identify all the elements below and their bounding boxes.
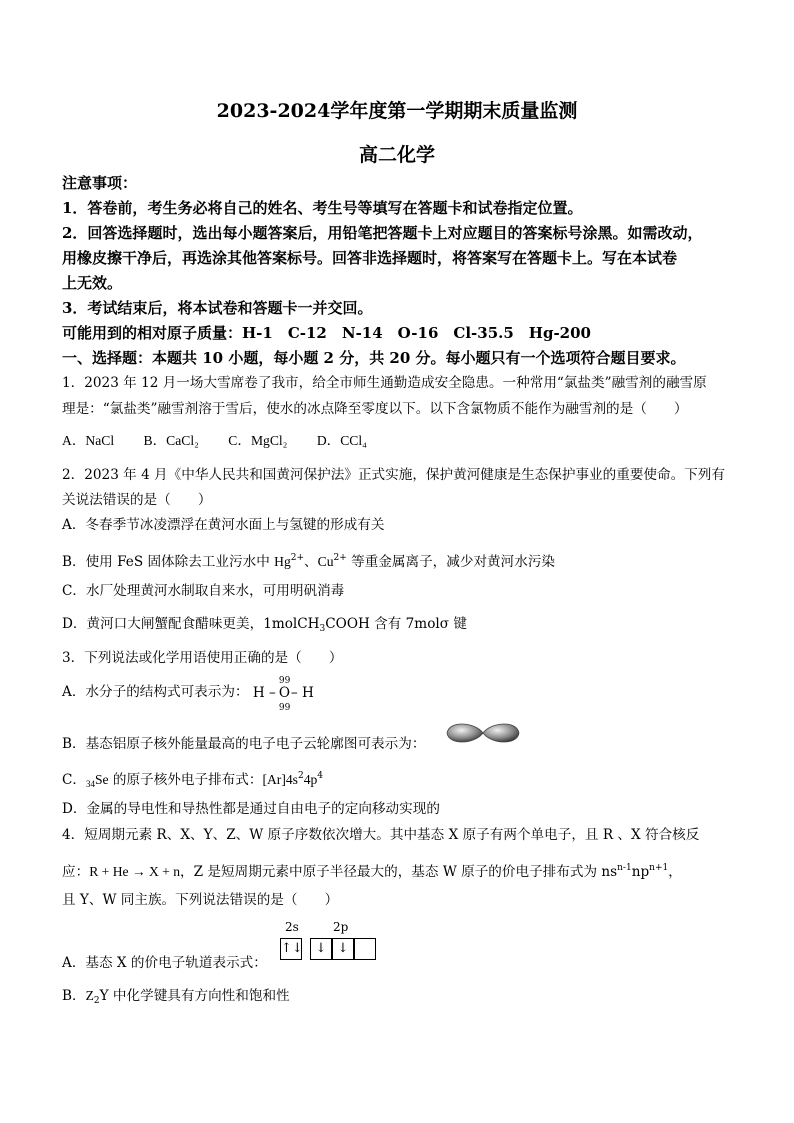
q2-option-d: [62, 615, 467, 638]
q2-option-a: A．冬春季节冰凌漂浮在黄河水面上与氢键的形成有关: [62, 517, 385, 533]
q2-b-hg: Hg: [274, 554, 291, 569]
q3-c-config: [Ar]4s: [262, 772, 298, 787]
q3-option-b: B．基态铝原子核外能量最高的电子电子云轮廓图可表示为：: [62, 736, 426, 752]
q4-option-a: A．基态 X 的价电子轨道表示式：: [62, 955, 267, 971]
q4-option-b: [62, 987, 290, 1010]
q4-b-post: Y 中化学键具有方向性和饱和性: [99, 988, 290, 1004]
q2-d-sub: 3: [319, 624, 326, 634]
water-o: O: [278, 684, 291, 701]
q4-b-pre: B．: [62, 988, 86, 1004]
q1-stem-line1: 1．2023 年 12 月一场大雪席卷了我市，给全市师生通勤造成安全隐患。一种常用“氯盐类”融雪剂的融雪原: [62, 375, 707, 391]
q2-b-pre: B．使用 FeS 固体除去工业污水中: [62, 554, 275, 570]
note-2-line3: 上无效。: [62, 274, 123, 292]
q2-d-post: COOH 含有 7molσ 键: [325, 616, 467, 632]
q4-nuclear-reaction: R + He → X + n: [89, 864, 181, 879]
water-h-right: – H: [290, 684, 314, 701]
note-2-line1: 2．回答选择题时，选出每小题答案后，用铅笔把答题卡上对应题目的答案标号涂黑。如需改动，: [62, 224, 703, 242]
q3-a-text: A．水分子的结构式可表示为：: [62, 684, 249, 700]
orbital-label-2p: 2p: [333, 920, 349, 934]
q4-stem-line2: [62, 859, 682, 881]
orbital-box-2p-2: ↓: [332, 938, 354, 960]
section-1-heading: 一、选择题：本题共 10 小题，每小题 2 分，共 20 分。每小题只有一个选项符合题目要求。: [62, 349, 686, 367]
q3-c-p: 4p: [303, 772, 318, 787]
q3-c-atomic-number: 34: [86, 779, 95, 789]
q2-d-pre: D．黄河口大闸蟹配食醋味更美，1molCH: [62, 616, 320, 632]
water-structural-formula: [252, 675, 323, 713]
exam-subject: 高二化学: [358, 144, 435, 166]
q3-c-pre: C．: [62, 772, 86, 788]
q4-l2-exp1: n-1: [617, 863, 632, 873]
note-3: 3．考试结束后，将本试卷和答题卡一并交回。: [62, 299, 373, 317]
note-1: 1．答卷前，考生务必将自己的姓名、考生号等填写在答题卡和试卷指定位置。: [62, 199, 583, 217]
q4-l2-post: ，Z 是短周期元素中原子半径最大的，基态 W 原子的价电子排布式为 ns: [180, 864, 618, 880]
orbital-label-2s: 2s: [285, 920, 299, 934]
exam-title: 2023-2024学年度第一学期期末质量监测: [216, 100, 578, 122]
q3-option-a: [62, 675, 323, 713]
q1-option-a: A．NaCl: [62, 433, 115, 448]
q3-option-c: [62, 767, 323, 793]
q3-c-mid: 的原子核外电子排布式：: [108, 772, 263, 788]
orbital-box-2s: ↑↓: [280, 938, 302, 960]
orbital-box-2p-1: ↓: [310, 938, 332, 960]
q3-c-symbol: Se: [95, 772, 109, 787]
q4-l2-exp2: n+1: [649, 863, 669, 873]
q4-stem-line1: 4．短周期元素 R、X、Y、Z、W 原子序数依次增大。其中基态 X 原子有两个单电子，且 R 、X 符合核反: [62, 827, 700, 843]
q2-stem-line2: 关说法错误的是（ ）: [62, 492, 212, 508]
q2-b-mid: 、: [304, 554, 318, 570]
q3-c-s-count: 2: [297, 771, 304, 781]
q3-option-d: D．金属的导电性和导热性都是通过自由电子的定向移动实现的: [62, 801, 440, 817]
q4-stem-line3: 且 Y、W 同主族。下列说法错误的是（ ）: [62, 892, 339, 908]
q2-b-cu-charge: 2+: [333, 553, 347, 563]
q4-b-z: Z: [85, 988, 94, 1003]
q2-b-hg-charge: 2+: [290, 553, 305, 563]
q1-option-c: C．MgCl₂: [228, 433, 288, 448]
q2-option-b: [62, 549, 555, 571]
notes-heading: 注意事项：: [62, 174, 138, 192]
water-lone-pair-top: 99: [278, 675, 291, 686]
q3-stem: 3．下列说法或化学用语使用正确的是（ ）: [62, 650, 343, 666]
q1-stem-line2: 理是：“氯盐类”融雪剂溶于雪后，使水的冰点降至零度以下。以下含氯物质不能作为融雪剂的是（ ）: [62, 401, 688, 417]
q4-b-sub: 2: [93, 996, 100, 1006]
q4-l2-np: np: [631, 864, 650, 880]
q2-stem-line1: 2．2023 年 4 月《中华人民共和国黄河保护法》正式实施，保护黄河健康是生态保护事业的重要使命。下列有: [62, 467, 725, 483]
q1-option-d: D．CCl₄: [316, 433, 367, 448]
q3-c-p-count: 4: [317, 771, 324, 781]
q1-option-b: B．CaCl₂: [143, 433, 199, 448]
note-2-line2: 用橡皮擦干净后，再选涂其他答案标号。回答非选择题时，将答案写在答题卡上。写在本试卷: [62, 249, 678, 267]
q2-b-cu: Cu: [317, 554, 334, 569]
atomic-masses: 可能用到的相对原子质量：H-1 C-12 N-14 O-16 Cl-35.5 Hg-200: [62, 324, 591, 342]
q2-b-post: 等重金属离子，减少对黄河水污染: [346, 554, 556, 570]
p-orbital-dumbbell-icon: [445, 720, 521, 746]
water-lone-pair-bottom: 99: [278, 702, 291, 713]
q1-options: [62, 432, 393, 450]
q4-l2-end: ，: [668, 864, 682, 880]
q2-option-c: C．水厂处理黄河水制取自来水，可用明矾消毒: [62, 583, 345, 599]
water-h-left: H –: [252, 684, 276, 701]
q4-l2-pre: 应：: [62, 864, 90, 880]
orbital-box-2p-3: [354, 938, 376, 960]
